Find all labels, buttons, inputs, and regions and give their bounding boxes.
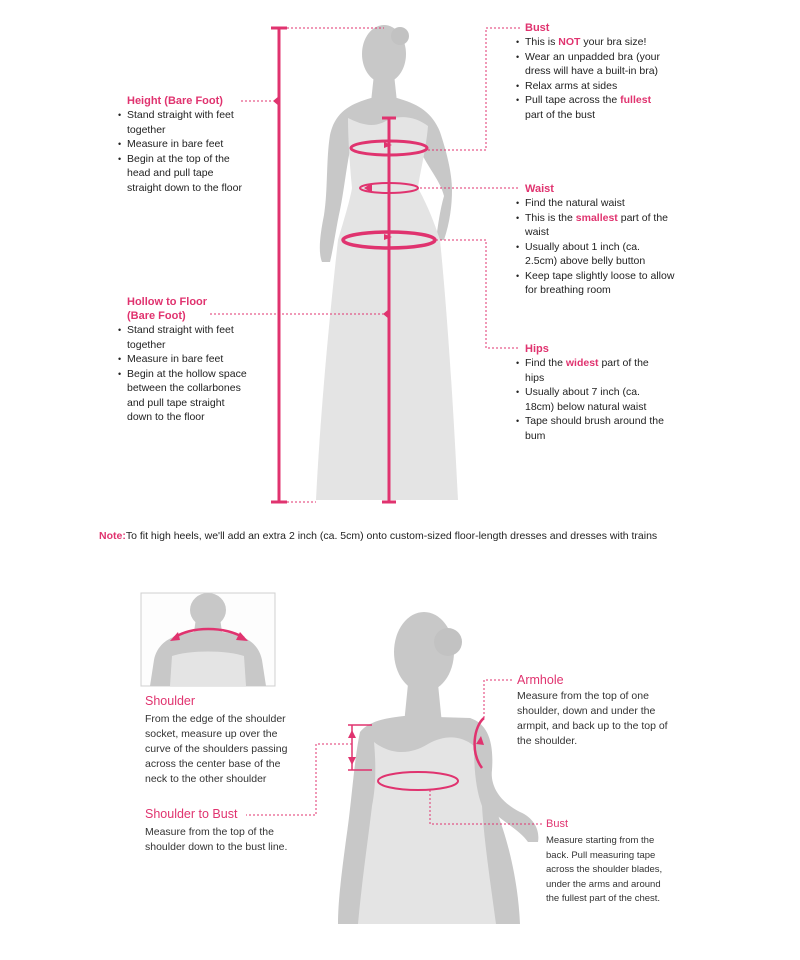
text: Find the — [525, 357, 566, 369]
list-item: • Wear an unpadded bra (your dress will have a built-in bra) — [516, 50, 660, 79]
highlight-text: fullest — [620, 94, 652, 106]
armhole-block — [517, 673, 677, 749]
height-list — [118, 108, 250, 195]
list-item: • Find the natural waist — [516, 196, 684, 211]
shoulder-title: Shoulder — [145, 694, 196, 708]
list-item: • Usually about 1 inch (ca. 2.5cm) above belly button — [516, 240, 665, 269]
shoulder-to-bust-text: Measure from the top of the shoulder down to the bust line. — [145, 826, 288, 853]
list-item — [516, 35, 660, 50]
armhole-title: Armhole — [517, 673, 564, 687]
bottom-bust-block — [546, 817, 676, 907]
list-item: • Relax arms at sides — [516, 79, 660, 94]
list-item: • Keep tape slightly loose to allow for breathing room — [516, 269, 675, 298]
shoulder-text: From the edge of the shoulder socket, measure up over the curve of the shoulders passing across the center base of the neck to the other shoulder — [145, 713, 288, 785]
list-item: • Stand straight with feet together — [118, 108, 250, 137]
waist-list — [516, 196, 684, 298]
shoulder-block — [145, 694, 303, 787]
list-item: • Tape should brush around the bum — [516, 414, 666, 443]
hips-block — [516, 342, 666, 443]
list-item: • Begin at the hollow space between the collarbones and pull tape straight down to the floor — [118, 367, 250, 425]
text: Pull tape across the — [525, 94, 621, 106]
text: part of the bust — [525, 108, 596, 121]
hollow-block — [118, 295, 250, 425]
bust-block — [516, 21, 660, 122]
bottom-bust-title: Bust — [546, 818, 569, 830]
list-item: • Usually about 7 inch (ca. 18cm) below natural waist — [516, 385, 666, 414]
shoulder-to-bust-block — [145, 807, 305, 855]
armhole-text: Measure from the top of one shoulder, down and under the armpit, and back up to the top of the shoulder. — [517, 690, 668, 747]
highlight-text: NOT — [558, 36, 581, 48]
list-item: • Measure in bare feet — [118, 352, 250, 367]
bust-title: Bust — [525, 22, 550, 34]
top-figure-silhouette — [316, 25, 458, 500]
note — [99, 530, 657, 542]
bust-list — [516, 35, 660, 122]
text: your bra size! — [580, 36, 647, 48]
list-item — [516, 211, 684, 240]
list-item — [516, 93, 660, 122]
text: part of the waist — [525, 211, 669, 238]
highlight-text: widest — [565, 357, 599, 369]
list-item — [516, 356, 666, 385]
waist-block — [516, 182, 684, 298]
text: part of the hips — [525, 357, 649, 384]
list-item: • Begin at the top of the head and pull tape straight down to the floor — [118, 152, 250, 196]
list-item: • Measure in bare feet — [118, 137, 250, 152]
hollow-list — [118, 323, 250, 425]
height-block — [118, 94, 250, 195]
note-label: Note: — [99, 530, 126, 542]
waist-title: Waist — [525, 183, 554, 195]
note-text: To fit high heels, we'll add an extra 2 inch (ca. 5cm) onto custom-sized floor-length dresses and dresses with trains — [125, 530, 658, 542]
shoulder-to-bust-title: Shoulder to Bust — [145, 807, 238, 821]
hollow-title-line1: Hollow to Floor — [127, 296, 208, 308]
hollow-title-line2: (Bare Foot) — [127, 310, 186, 322]
height-title: Height (Bare Foot) — [127, 95, 223, 107]
hips-list — [516, 356, 666, 443]
shoulder-thumbnail — [141, 593, 275, 686]
list-item: • Stand straight with feet together — [118, 323, 250, 352]
highlight-text: smallest — [575, 211, 618, 224]
text: This is — [525, 36, 559, 48]
text: This is the — [525, 211, 576, 224]
bottom-bust-text: Measure starting from the back. Pull measuring tape across the shoulder blades, under the arms and around the fullest part of the chest. — [546, 835, 663, 904]
hips-title: Hips — [525, 343, 549, 355]
bottom-figure-silhouette — [338, 612, 538, 924]
